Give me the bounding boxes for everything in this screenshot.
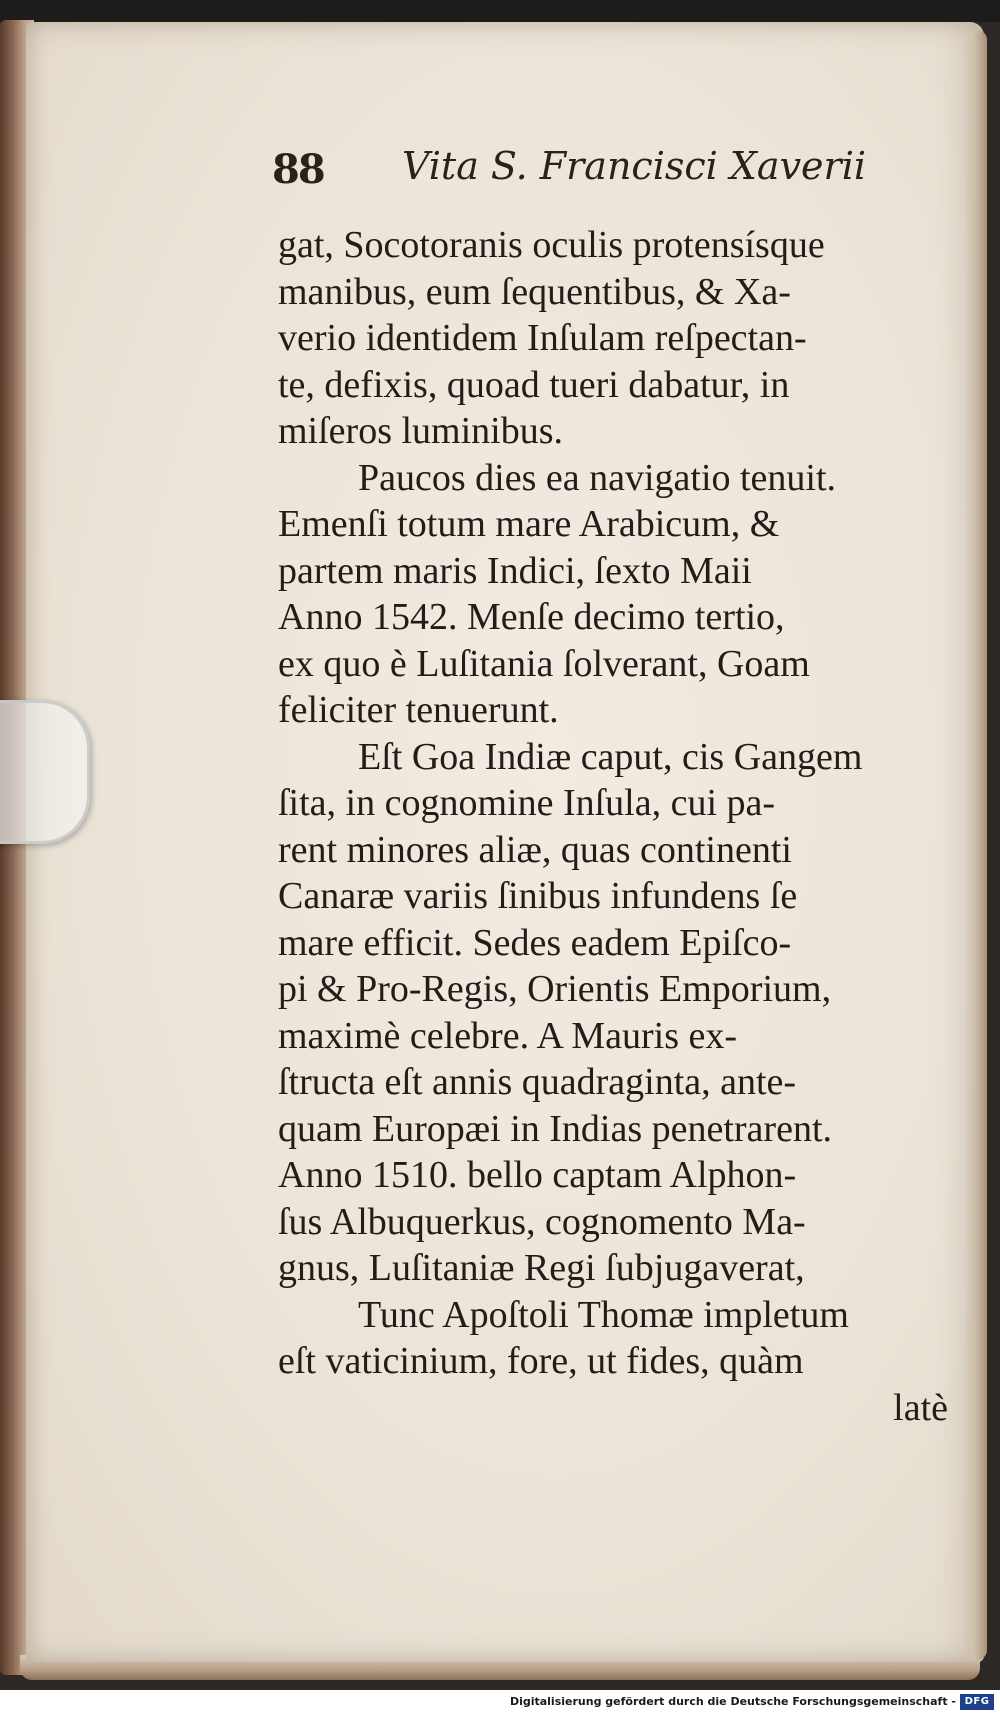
funding-credit: Digitalisierung gefördert durch die Deutsche Forschungsgemeinschaft - <box>509 1695 956 1708</box>
text-line: mare efficit. Sedes eadem Epiſco- <box>278 921 792 964</box>
text-line: miſeros luminibus. <box>278 410 563 452</box>
body-text <box>278 222 950 1431</box>
digitization-footer <box>0 1690 1000 1716</box>
paragraph-start-line: Eſt Goa Indiæ caput, cis Gangem <box>358 735 863 778</box>
text-line: quam Europæi in Indias penetrarent. <box>278 1107 833 1150</box>
text-line: pi & Pro-Regis, Orientis Emporium, <box>278 968 832 1010</box>
text-line: ſtructa eſt annis quadraginta, ante- <box>278 1061 797 1103</box>
running-title: Vita S. Francisci Xaverii <box>402 144 867 188</box>
text-line: Anno 1510. bello captam Alphon- <box>278 1154 797 1196</box>
text-line: gnus, Luſitaniæ Regi ſubjugaverat, <box>278 1247 805 1289</box>
text-line: Canaræ variis ſinibus infundens ſe <box>278 875 798 917</box>
scanner-background <box>0 0 1000 22</box>
text-line: ex quo è Luſitania ſolverant, Goam <box>278 642 810 685</box>
text-line: Emenſi totum mare Arabicum, & <box>278 503 780 545</box>
text-line: verio identidem Inſulam reſpectan- <box>278 317 807 359</box>
page-header <box>272 140 932 200</box>
catchword: latè <box>893 1386 948 1429</box>
text-line: eſt vaticinium, fore, ut fides, quàm <box>278 1340 804 1382</box>
text-line: maximè celebre. A Mauris ex- <box>278 1014 738 1057</box>
dfg-logo: DFG <box>960 1694 994 1710</box>
text-line: ſita, in cognomine Inſula, cui pa- <box>278 782 776 824</box>
text-line: Anno 1542. Menſe decimo tertio, <box>278 596 785 638</box>
text-line: feliciter tenuerunt. <box>278 689 559 731</box>
page-fore-edge <box>965 30 987 1660</box>
text-line: manibus, eum ſequentibus, & Xa- <box>278 270 791 313</box>
paragraph-start-line: Tunc Apoſtoli Thomæ impletum <box>358 1293 849 1336</box>
text-line: ſus Albuquerkus, cognomento Ma- <box>278 1200 806 1243</box>
text-line: gat, Socotoranis oculis protensísque <box>278 224 825 266</box>
text-line: rent minores aliæ, quas continenti <box>278 828 792 871</box>
page-number: 88 <box>272 146 324 193</box>
text-line: te, defixis, quoad tueri dabatur, in <box>278 363 790 406</box>
text-line: partem maris Indici, ſexto Maii <box>278 549 752 592</box>
page-clip <box>0 700 90 844</box>
paragraph-start-line: Paucos dies ea navigatio tenuit. <box>358 456 837 499</box>
